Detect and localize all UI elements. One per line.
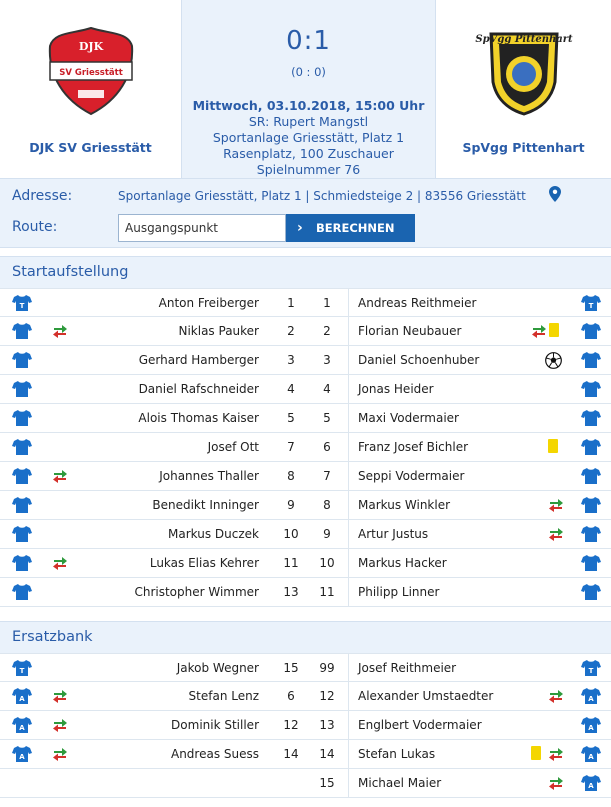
home-player-name[interactable]: Dominik Stiller bbox=[171, 718, 259, 732]
away-player-name[interactable]: Artur Justus bbox=[358, 527, 429, 541]
final-score: 0:1 bbox=[286, 26, 331, 56]
lineup-row bbox=[0, 346, 611, 375]
goal-ball-icon bbox=[545, 352, 562, 369]
column-divider bbox=[348, 682, 349, 710]
home-player-number: 9 bbox=[287, 498, 295, 512]
jersey-icon bbox=[581, 745, 601, 763]
svg-text:A: A bbox=[588, 782, 594, 790]
address-panel bbox=[0, 178, 611, 248]
jersey-icon bbox=[12, 659, 32, 677]
chevron-right-icon: › bbox=[297, 220, 303, 236]
home-player-name[interactable]: Gerhard Hamberger bbox=[138, 353, 259, 367]
away-player-number: 99 bbox=[319, 661, 335, 675]
bench bbox=[0, 621, 611, 798]
home-player-name[interactable]: Josef Ott bbox=[207, 440, 259, 454]
jersey-icon bbox=[581, 351, 601, 369]
away-player-name[interactable]: Alexander Umstaedter bbox=[358, 689, 494, 703]
lineup-row bbox=[0, 740, 611, 769]
lineup-row bbox=[0, 317, 611, 346]
bench-rows bbox=[0, 653, 611, 798]
away-player-number: 3 bbox=[323, 353, 331, 367]
lineup-row bbox=[0, 711, 611, 740]
yellow-card-icon bbox=[531, 746, 541, 760]
column-divider bbox=[348, 462, 349, 490]
away-team-name[interactable]: SpVgg Pittenhart bbox=[462, 140, 585, 155]
jersey-icon bbox=[581, 380, 601, 398]
substitution-icon bbox=[548, 527, 564, 541]
jersey-icon bbox=[581, 687, 601, 705]
svg-text:T: T bbox=[19, 302, 25, 310]
away-player-number: 1 bbox=[323, 296, 331, 310]
away-player-name[interactable]: Seppi Vodermaier bbox=[358, 469, 465, 483]
jersey-icon bbox=[12, 438, 32, 456]
calculate-route-button[interactable] bbox=[286, 214, 415, 242]
home-player-name[interactable]: Lukas Elias Kehrer bbox=[149, 556, 259, 570]
home-player-number: 4 bbox=[287, 382, 295, 396]
column-divider bbox=[348, 404, 349, 432]
home-team-name[interactable]: DJK SV Griesstätt bbox=[29, 140, 152, 155]
away-team[interactable] bbox=[436, 0, 611, 178]
away-player-name[interactable]: Maxi Vodermaier bbox=[358, 411, 459, 425]
substitution-icon bbox=[548, 747, 564, 761]
away-player-number: 14 bbox=[319, 747, 335, 761]
jersey-icon bbox=[12, 525, 32, 543]
calculate-route-label: BERECHNEN bbox=[316, 221, 395, 235]
jersey-icon bbox=[581, 525, 601, 543]
column-divider bbox=[348, 520, 349, 548]
svg-text:T: T bbox=[19, 667, 25, 675]
lineup-row bbox=[0, 653, 611, 682]
jersey-icon bbox=[581, 554, 601, 572]
lineup-row bbox=[0, 520, 611, 549]
starting-lineup-title: Startaufstellung bbox=[0, 256, 611, 288]
substitution-icon bbox=[548, 776, 564, 790]
substitution-icon bbox=[52, 689, 68, 703]
route-start-input[interactable] bbox=[118, 214, 286, 242]
bench-title: Ersatzbank bbox=[0, 621, 611, 653]
home-player-name[interactable]: Niklas Pauker bbox=[178, 324, 259, 338]
lineup-row bbox=[0, 288, 611, 317]
lineup-row bbox=[0, 578, 611, 607]
column-divider bbox=[348, 289, 349, 316]
yellow-card-icon bbox=[549, 323, 559, 337]
away-crest-text: SpVgg Pittenhart bbox=[474, 34, 573, 45]
lineup-row bbox=[0, 404, 611, 433]
jersey-icon bbox=[12, 554, 32, 572]
jersey-icon bbox=[581, 774, 601, 792]
home-team[interactable] bbox=[0, 0, 181, 178]
away-player-number: 8 bbox=[323, 498, 331, 512]
pitch-info: Rasenplatz, 100 Zuschauer bbox=[223, 146, 394, 161]
column-divider bbox=[348, 491, 349, 519]
jersey-icon bbox=[581, 716, 601, 734]
home-player-number: 2 bbox=[287, 324, 295, 338]
away-player-number: 12 bbox=[319, 689, 335, 703]
away-player-name[interactable]: Michael Maier bbox=[358, 776, 442, 790]
home-player-number: 12 bbox=[283, 718, 299, 732]
svg-text:A: A bbox=[19, 695, 25, 703]
column-divider bbox=[348, 769, 349, 797]
home-player-name[interactable]: Jakob Wegner bbox=[176, 661, 259, 675]
home-crest-text: SV Griesstätt bbox=[58, 68, 123, 78]
column-divider bbox=[348, 346, 349, 374]
away-player-name[interactable]: Josef Reithmeier bbox=[358, 661, 457, 675]
jersey-icon bbox=[581, 438, 601, 456]
jersey-icon bbox=[12, 687, 32, 705]
jersey-icon bbox=[581, 583, 601, 601]
yellow-card-icon bbox=[548, 439, 558, 453]
away-crest-icon bbox=[474, 26, 573, 116]
jersey-icon bbox=[581, 496, 601, 514]
score-panel bbox=[181, 0, 436, 178]
lineup-row bbox=[0, 433, 611, 462]
map-pin-icon[interactable] bbox=[549, 186, 561, 202]
route-label: Route: bbox=[12, 219, 58, 235]
svg-text:A: A bbox=[19, 724, 25, 732]
venue: Sportanlage Griesstätt, Platz 1 bbox=[212, 130, 405, 145]
jersey-icon bbox=[12, 496, 32, 514]
home-player-name[interactable]: Daniel Rafschneider bbox=[138, 382, 259, 396]
home-player-name[interactable]: Benedikt Inninger bbox=[152, 498, 259, 512]
home-player-name[interactable]: Andreas Suess bbox=[170, 747, 259, 761]
halftime-score: (0 : 0) bbox=[291, 65, 326, 79]
substitution-icon bbox=[52, 469, 68, 483]
away-player-number: 9 bbox=[323, 527, 331, 541]
home-crest-icon bbox=[48, 26, 134, 116]
column-divider bbox=[348, 740, 349, 768]
jersey-icon bbox=[581, 467, 601, 485]
away-player-name[interactable]: Englbert Vodermaier bbox=[358, 718, 482, 732]
home-player-number: 13 bbox=[283, 585, 299, 599]
away-player-name[interactable]: Andreas Reithmeier bbox=[358, 296, 477, 310]
lineup-row bbox=[0, 682, 611, 711]
away-player-number: 7 bbox=[323, 469, 331, 483]
home-player-name[interactable]: Markus Duczek bbox=[168, 527, 259, 541]
column-divider bbox=[348, 317, 349, 345]
svg-text:T: T bbox=[588, 302, 594, 310]
home-player-name[interactable]: Stefan Lenz bbox=[188, 689, 259, 703]
home-player-name[interactable]: Christopher Wimmer bbox=[134, 585, 259, 599]
home-player-number: 6 bbox=[287, 689, 295, 703]
lineup-row bbox=[0, 491, 611, 520]
home-player-number: 15 bbox=[283, 661, 299, 675]
jersey-icon bbox=[12, 409, 32, 427]
away-player-number: 5 bbox=[323, 411, 331, 425]
away-player-number: 13 bbox=[319, 718, 335, 732]
jersey-icon bbox=[12, 351, 32, 369]
away-player-number: 4 bbox=[323, 382, 331, 396]
svg-text:A: A bbox=[588, 753, 594, 761]
lineup-row bbox=[0, 769, 611, 798]
jersey-icon bbox=[12, 716, 32, 734]
column-divider bbox=[348, 549, 349, 577]
away-player-name[interactable]: Florian Neubauer bbox=[358, 324, 462, 338]
lineup-row bbox=[0, 462, 611, 491]
jersey-icon bbox=[12, 467, 32, 485]
substitution-icon bbox=[548, 689, 564, 703]
column-divider bbox=[348, 654, 349, 681]
address-text[interactable]: Sportanlage Griesstätt, Platz 1 | Schmiedsteige 2 | 83556 Griesstätt bbox=[118, 189, 526, 203]
home-player-number: 1 bbox=[287, 296, 295, 310]
substitution-icon bbox=[548, 498, 564, 512]
svg-text:A: A bbox=[19, 753, 25, 761]
address-label: Adresse: bbox=[12, 188, 73, 204]
home-player-name[interactable]: Johannes Thaller bbox=[159, 469, 259, 483]
away-player-name[interactable]: Philipp Linner bbox=[358, 585, 440, 599]
away-player-name[interactable]: Markus Hacker bbox=[358, 556, 447, 570]
substitution-icon bbox=[52, 324, 68, 338]
home-player-number: 5 bbox=[287, 411, 295, 425]
away-player-number: 11 bbox=[319, 585, 335, 599]
away-player-name[interactable]: Jonas Heider bbox=[358, 382, 434, 396]
match-info bbox=[182, 98, 435, 178]
column-divider bbox=[348, 578, 349, 606]
jersey-icon bbox=[12, 294, 32, 312]
home-player-name[interactable]: Anton Freiberger bbox=[158, 296, 259, 310]
home-player-name[interactable]: Alois Thomas Kaiser bbox=[138, 411, 259, 425]
jersey-icon bbox=[12, 583, 32, 601]
svg-text:DJK: DJK bbox=[78, 40, 103, 53]
substitution-icon bbox=[52, 556, 68, 570]
home-player-number: 14 bbox=[283, 747, 299, 761]
away-player-name[interactable]: Stefan Lukas bbox=[358, 747, 436, 761]
jersey-icon bbox=[581, 294, 601, 312]
home-player-number: 8 bbox=[287, 469, 295, 483]
jersey-icon bbox=[12, 745, 32, 763]
home-player-number: 11 bbox=[283, 556, 299, 570]
away-player-number: 2 bbox=[323, 324, 331, 338]
column-divider bbox=[348, 375, 349, 403]
away-player-number: 15 bbox=[319, 776, 335, 790]
away-player-name[interactable]: Daniel Schoenhuber bbox=[358, 353, 480, 367]
away-player-number: 6 bbox=[323, 440, 331, 454]
substitution-icon bbox=[52, 718, 68, 732]
game-number: Spielnummer 76 bbox=[256, 162, 361, 177]
svg-text:T: T bbox=[588, 667, 594, 675]
home-player-number: 3 bbox=[287, 353, 295, 367]
away-player-number: 10 bbox=[319, 556, 335, 570]
lineup-rows bbox=[0, 288, 611, 607]
svg-text:A: A bbox=[588, 724, 594, 732]
substitution-icon bbox=[52, 747, 68, 761]
lineup-row bbox=[0, 375, 611, 404]
jersey-icon bbox=[12, 380, 32, 398]
lineup-row bbox=[0, 549, 611, 578]
away-player-name[interactable]: Markus Winkler bbox=[358, 498, 451, 512]
starting-lineup bbox=[0, 256, 611, 607]
home-player-number: 10 bbox=[283, 527, 299, 541]
column-divider bbox=[348, 433, 349, 461]
substitution-icon bbox=[531, 324, 547, 338]
jersey-icon bbox=[12, 322, 32, 340]
column-divider bbox=[348, 711, 349, 739]
away-player-name[interactable]: Franz Josef Bichler bbox=[358, 440, 469, 454]
match-header bbox=[0, 0, 611, 178]
jersey-icon bbox=[581, 659, 601, 677]
home-player-number: 7 bbox=[287, 440, 295, 454]
referee: SR: Rupert Mangstl bbox=[248, 114, 369, 129]
match-date: Mittwoch, 03.10.2018, 15:00 Uhr bbox=[192, 98, 425, 113]
jersey-icon bbox=[581, 409, 601, 427]
svg-text:A: A bbox=[588, 695, 594, 703]
jersey-icon bbox=[581, 322, 601, 340]
